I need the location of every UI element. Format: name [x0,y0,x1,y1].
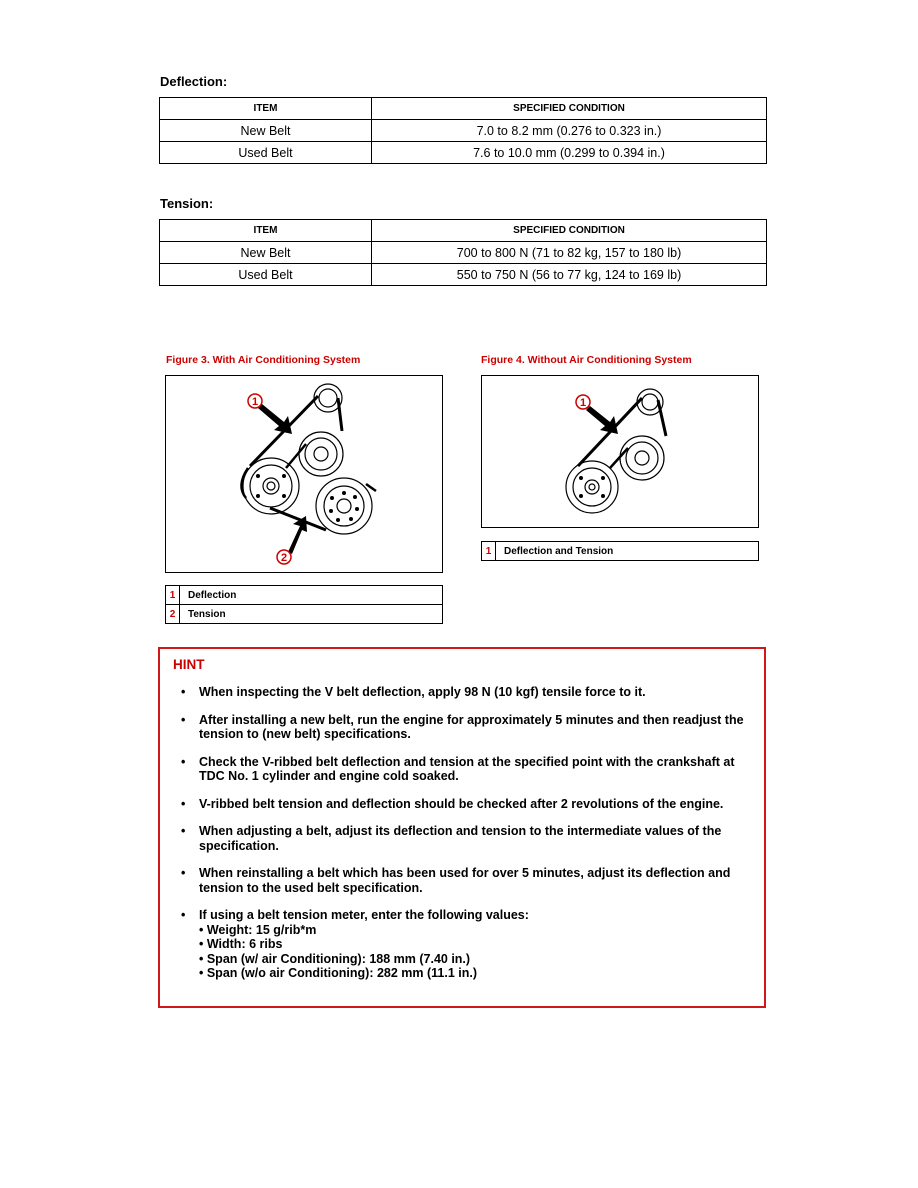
hint-title: HINT [173,657,205,672]
tension-title: Tension: [160,196,214,211]
column-header: ITEM [160,98,372,120]
callout-1-label: 1 [251,396,259,408]
deflection-title: Deflection: [160,74,228,89]
tension-table [159,219,767,286]
hint-text: V-ribbed belt tension and deflection should be checked after 2 revolutions of the engine. [199,796,724,811]
hint-text: After installing a new belt, run the engine for approximately 5 minutes and then readjust the tension to (new belt) specifications. [199,712,744,741]
meter-value: • Weight: 15 g/rib*m [199,922,317,937]
figure4-diagram [481,375,759,528]
column-header: ITEM [160,220,372,242]
legend-label: Deflection [180,586,443,605]
meter-value: • Span (w/ air Conditioning): 188 mm (7.40 in.) [199,951,471,966]
hint-text: When adjusting a belt, adjust its deflection and tension to the intermediate values of the specification. [199,824,722,853]
table-cell: 7.6 to 10.0 mm (0.299 to 0.394 in.) [372,142,767,164]
callout-1-label: 1 [579,397,587,409]
legend-number: 1 [482,542,496,561]
legend-row [166,586,443,605]
figure4-caption: Figure 4. Without Air Conditioning System [481,354,692,366]
table-row [160,142,767,164]
list-item: • When adjusting a belt, adjust its deflection and tension to the intermediate values of the specification. [181,824,722,853]
legend-number: 1 [166,586,180,605]
figure4-legend [481,541,759,561]
legend-row [166,605,443,624]
table-cell: Used Belt [160,264,372,286]
hint-text: When inspecting the V belt deflection, apply 98 N (10 kgf) tensile force to it. [199,685,646,699]
hint-text: If using a belt tension meter, enter the following values: [199,908,529,922]
meter-value: • Span (w/o air Conditioning): 282 mm (11.1 in.) [199,966,478,980]
figure3-diagram [165,375,443,573]
hint-text: Check the V-ribbed belt deflection and tension at the specified point with the crankshaft at TDC No. 1 cylinder and engine cold soaked. [199,754,735,783]
meter-value: • Width: 6 ribs [199,937,283,951]
list-item: • After installing a new belt, run the engine for approximately 5 minutes and then readjust the tension to (new belt) specifications. [181,712,744,741]
figure3-caption: Figure 3. With Air Conditioning System [166,354,361,366]
list-item: • When reinstalling a belt which has been used for over 5 minutes, adjust its deflection and tension to the used belt specification. [181,866,731,895]
table-cell: 7.0 to 8.2 mm (0.276 to 0.323 in.) [372,120,767,142]
legend-row [482,542,759,561]
legend-number: 2 [166,605,180,624]
table-row [160,120,767,142]
hint-box [158,647,766,1008]
list-item: • When inspecting the V belt deflection, apply 98 N (10 kgf) tensile force to it. [181,685,646,699]
figure3-legend [165,585,443,624]
column-header: SPECIFIED CONDITION [372,98,767,120]
table-cell: Used Belt [160,142,372,164]
table-cell: New Belt [160,120,372,142]
legend-label: Tension [180,605,443,624]
table-cell: 700 to 800 N (71 to 82 kg, 157 to 180 lb) [372,242,767,264]
hint-list [160,685,764,994]
table-cell: New Belt [160,242,372,264]
belt-diagram-without-ac [482,376,758,527]
deflection-table [159,97,767,164]
list-item: • If using a belt tension meter, enter the following values: • Weight: 15 g/rib*m • Width: 6 ribs • Span (w/ air Conditioning): 188 mm (7.40 in.) • Span (w/o air Conditioning): 282 mm (11.1 in.) [160,908,764,981]
table-row [160,242,767,264]
column-header: SPECIFIED CONDITION [372,220,767,242]
belt-diagram-with-ac [166,376,442,572]
list-item: • V-ribbed belt tension and deflection should be checked after 2 revolutions of the engine. [181,796,724,811]
table-cell: 550 to 750 N (56 to 77 kg, 124 to 169 lb) [372,264,767,286]
list-item: • Check the V-ribbed belt deflection and tension at the specified point with the crankshaft at TDC No. 1 cylinder and engine cold soaked. [181,754,735,783]
callout-2-label: 2 [280,552,288,564]
legend-label: Deflection and Tension [496,542,759,561]
table-row [160,264,767,286]
hint-text: When reinstalling a belt which has been used for over 5 minutes, adjust its deflection and tension to the used belt specification. [199,866,731,895]
